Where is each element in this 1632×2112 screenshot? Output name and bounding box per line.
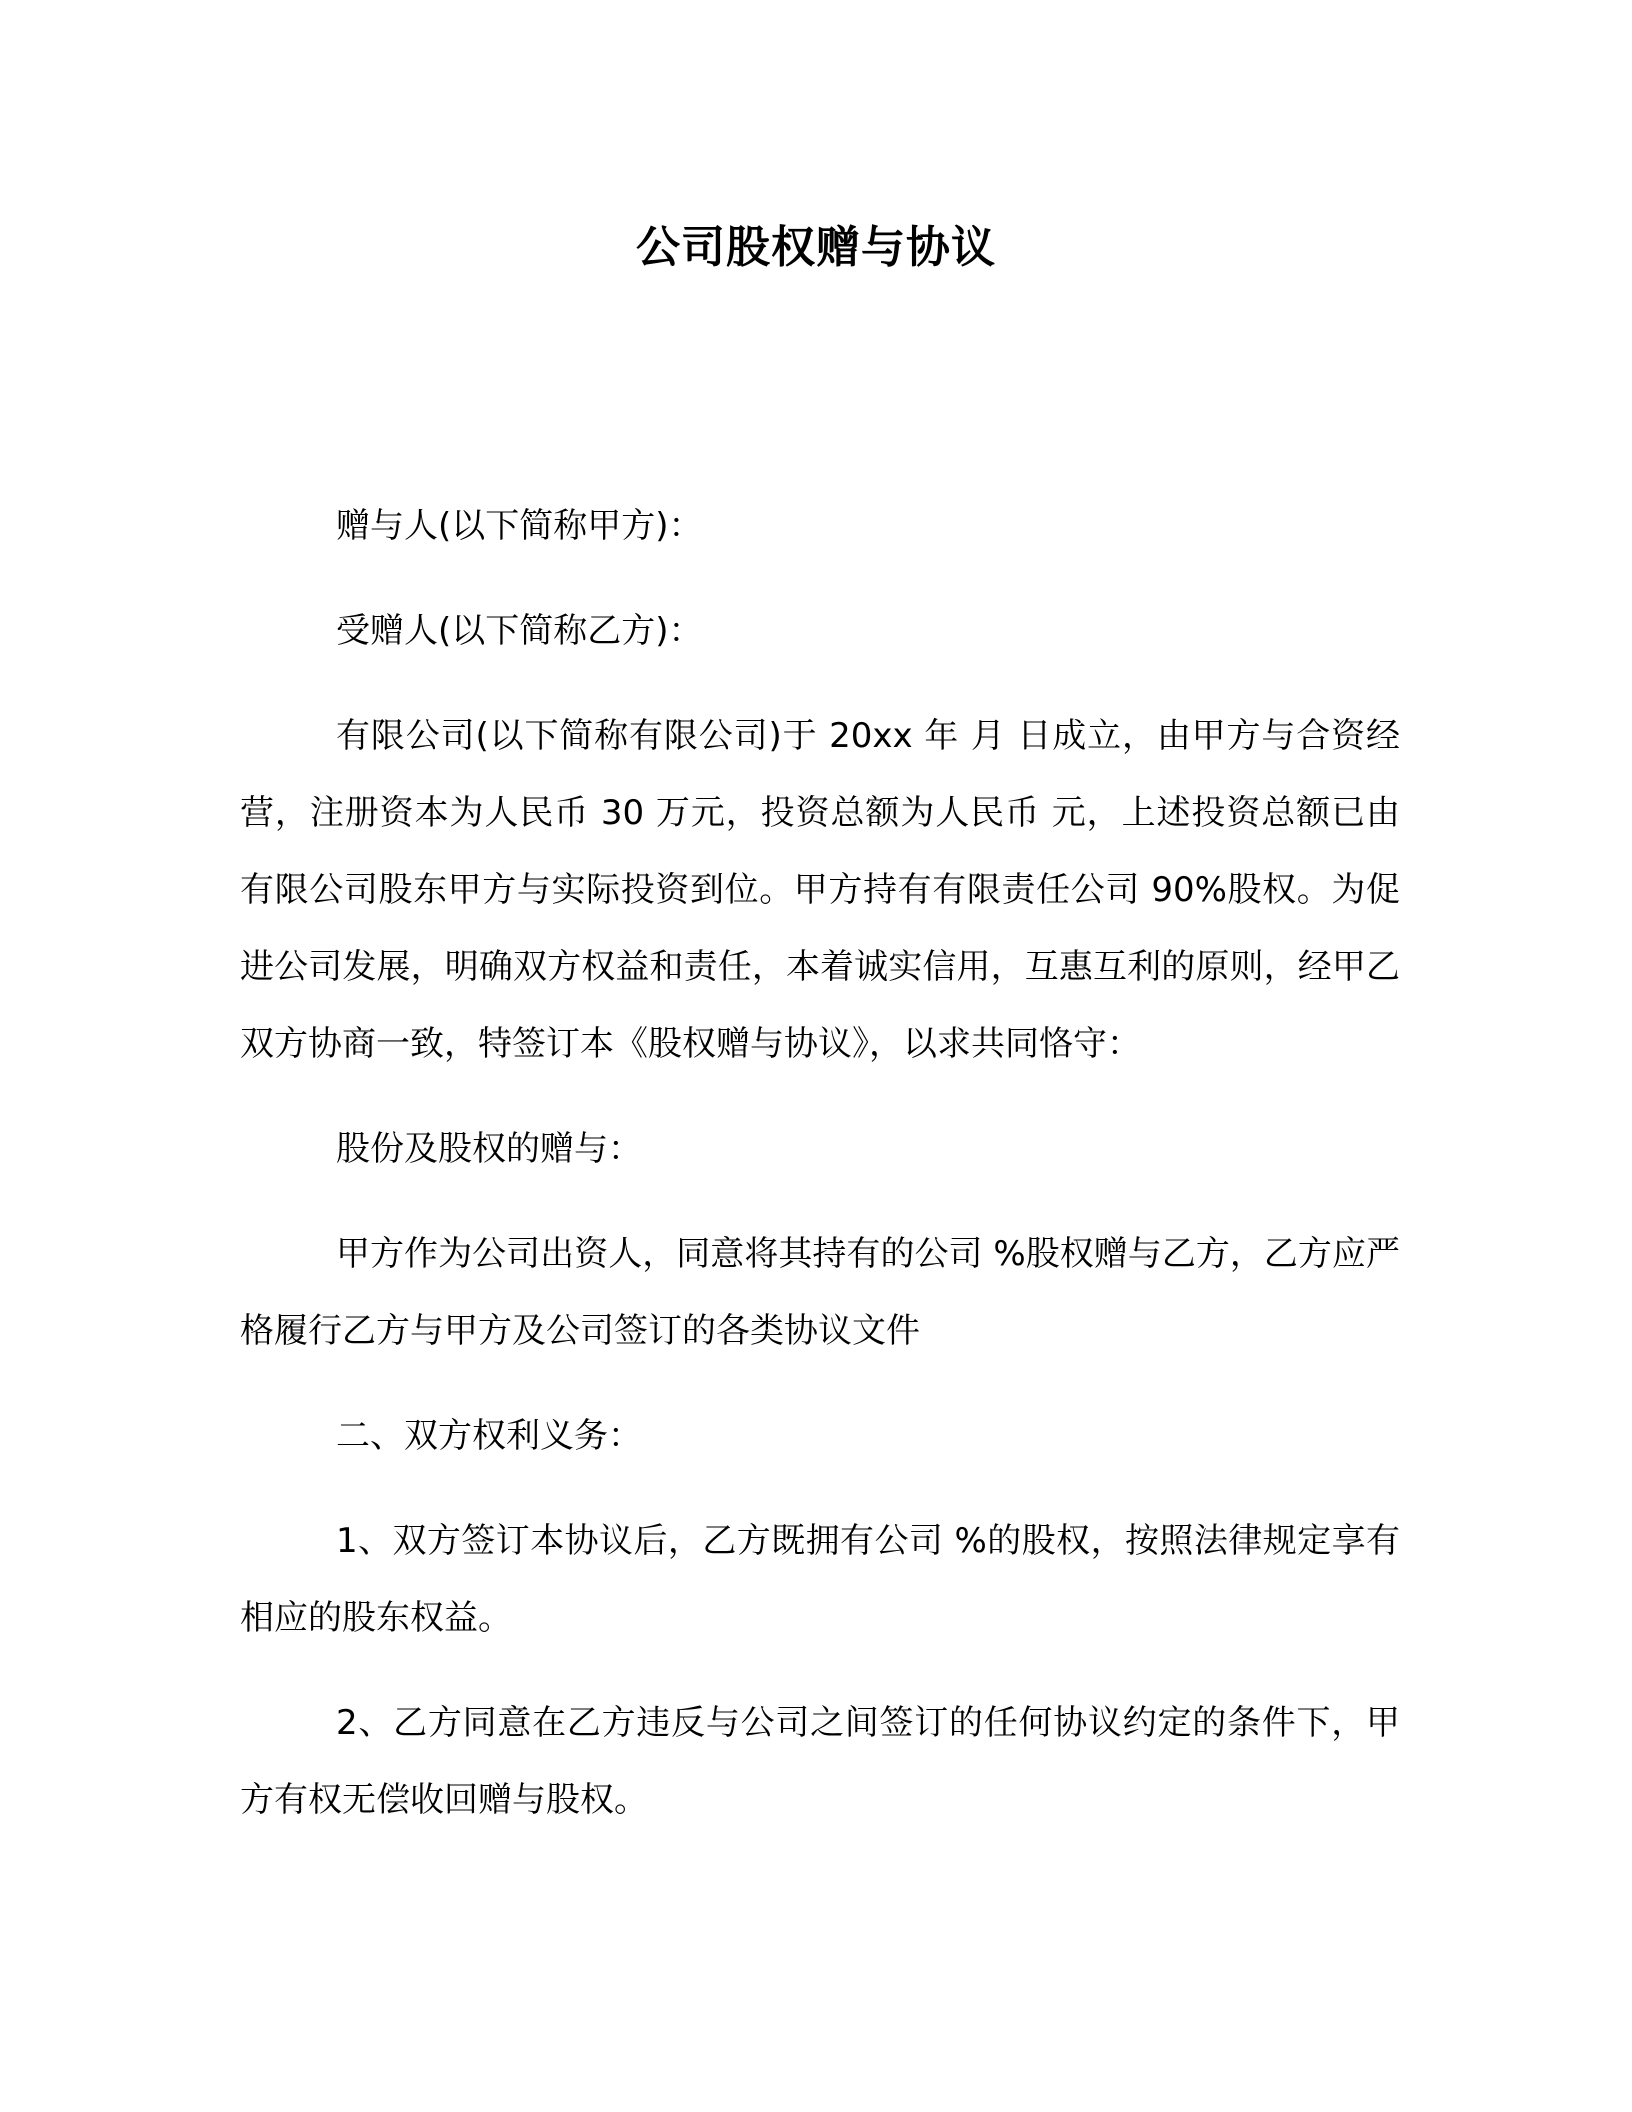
- paragraph-section-heading-gift: 股份及股权的赠与：: [336, 1129, 642, 1169]
- paragraph-clause-1: 1、双方签订本协议后，乙方既拥有公司 %的股权，按照法律规定享有相应的股东权益。: [240, 1521, 1400, 1638]
- paragraph-donor: 赠与人(以下简称甲方)：: [336, 506, 703, 546]
- document-body: [240, 488, 1400, 1867]
- paragraph-section-heading-rights: 二、双方权利义务：: [336, 1416, 642, 1456]
- paragraph-background: 有限公司(以下简称有限公司)于 20xx 年 月 日成立，由甲方与合资经营，注册资本为人民币 30 万元，投资总额为人民币 元，上述投资总额已由有限公司股东甲方与实际投资到位。甲方持有有限责任公司 90%股权。为促进公司发展，明确双方权益和责任，本着诚实信用，互惠互利的原则，经甲乙双方协商一致，特签订本《股权赠与协议》，以求共同恪守：: [240, 716, 1400, 1064]
- paragraph-clause-2: 2、乙方同意在乙方违反与公司之间签订的任何协议约定的条件下，甲方有权无偿收回赠与股权。: [240, 1703, 1400, 1820]
- paragraph-donee: 受赠人(以下简称乙方)：: [336, 611, 703, 651]
- paragraph-gift-terms: 甲方作为公司出资人，同意将其持有的公司 %股权赠与乙方，乙方应严格履行乙方与甲方及公司签订的各类协议文件: [240, 1234, 1400, 1351]
- document-title: 公司股权赠与协议: [636, 222, 996, 273]
